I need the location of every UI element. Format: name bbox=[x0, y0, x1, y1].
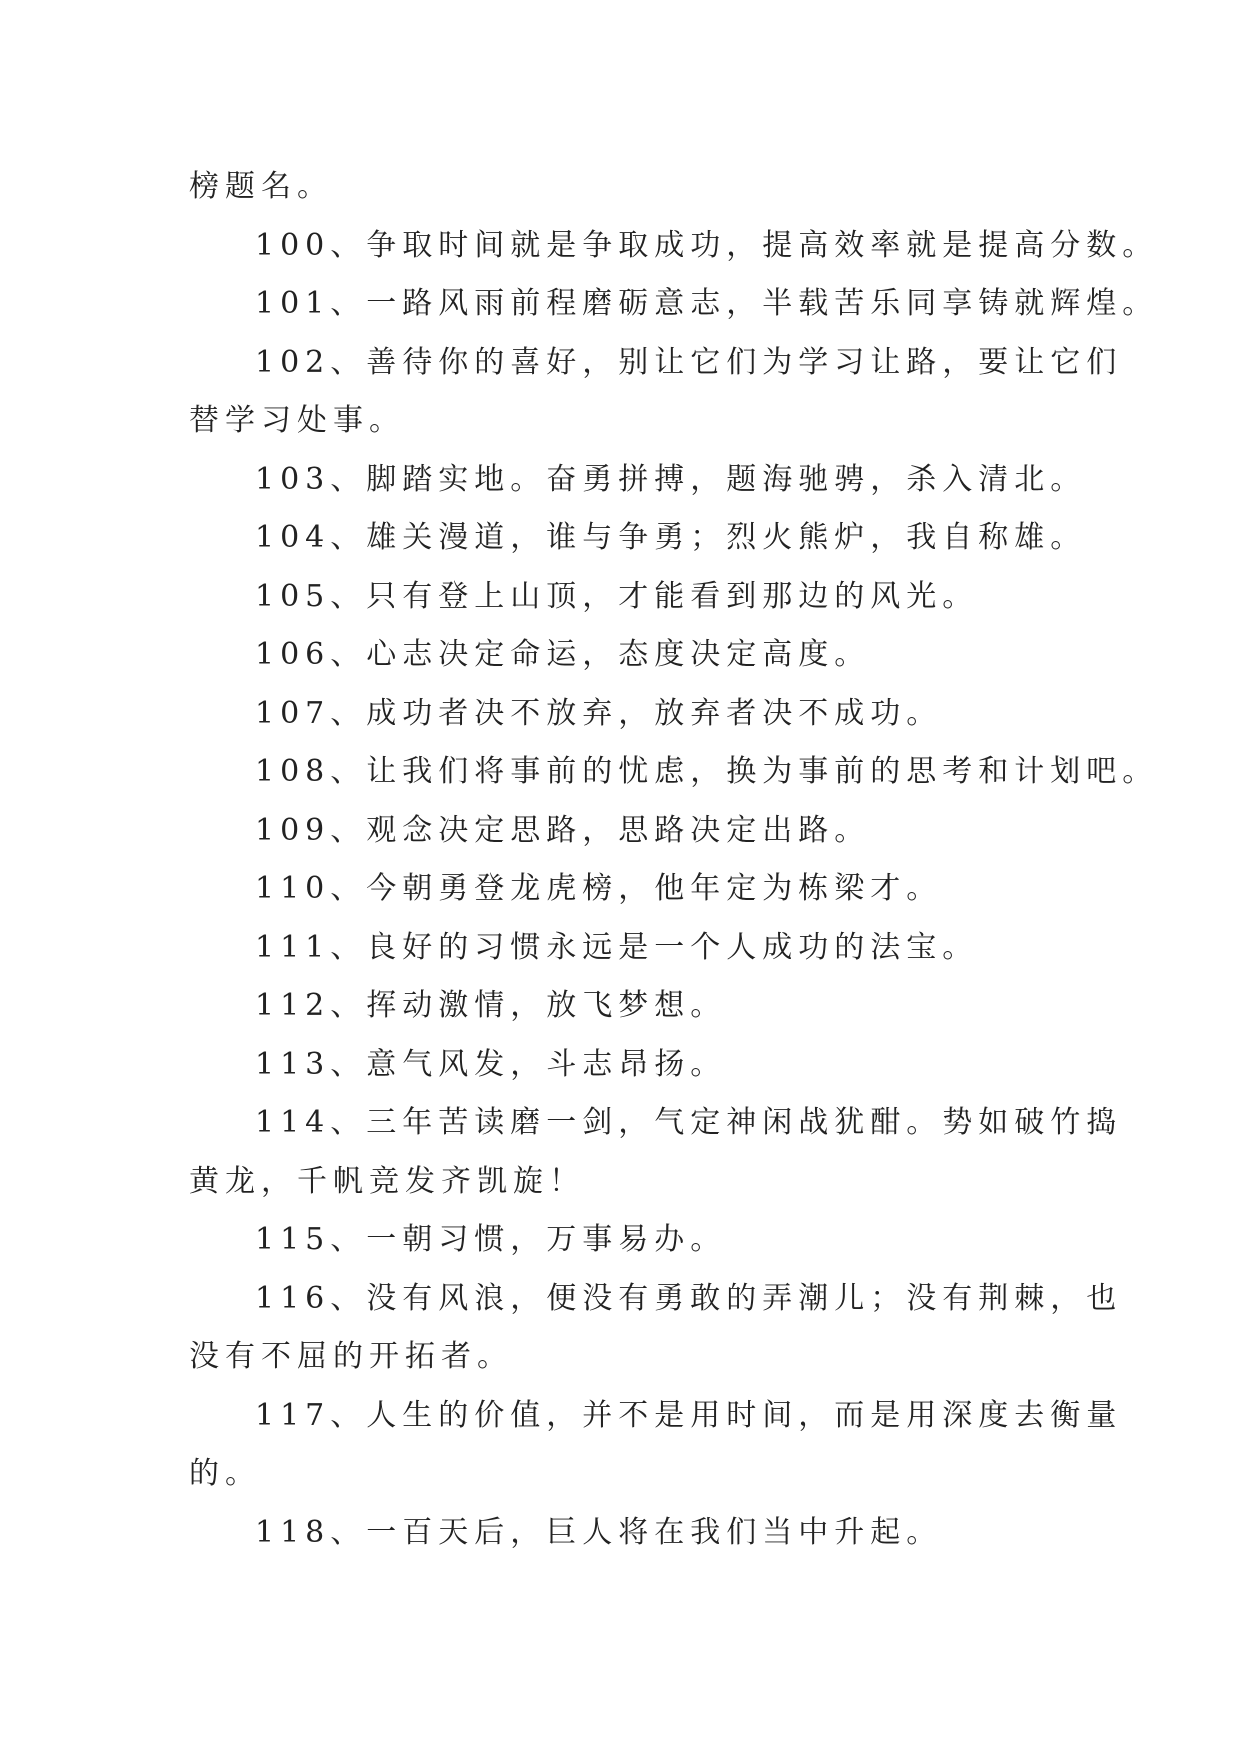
text-line: 118、一百天后，巨人将在我们当中升起。 bbox=[255, 1514, 943, 1550]
text-line: 114、三年苦读磨一剑，气定神闲战犹酣。势如破竹捣 bbox=[255, 1105, 1123, 1140]
text-line: 111、良好的习惯永远是一个人成功的法宝。 bbox=[255, 929, 979, 965]
text-line: 101、一路风雨前程磨砺意志，半载苦乐同享铸就辉煌。 bbox=[255, 286, 1159, 321]
text-line: 108、让我们将事前的忧虑，换为事前的思考和计划吧。 bbox=[255, 754, 1159, 789]
text-line: 117、人生的价值，并不是用时间，而是用深度去衡量 bbox=[255, 1397, 1123, 1433]
text-line: 109、观念决定思路，思路决定出路。 bbox=[255, 812, 871, 848]
text-line: 105、只有登上山顶，才能看到那边的风光。 bbox=[255, 578, 979, 614]
text-line: 112、挥动激情，放飞梦想。 bbox=[255, 988, 727, 1023]
text-line: 100、争取时间就是争取成功，提高效率就是提高分数。 bbox=[255, 227, 1159, 263]
text-line: 103、脚踏实地。奋勇拼搏，题海驰骋，杀入清北。 bbox=[255, 461, 1087, 497]
text-line: 榜题名。 bbox=[189, 169, 333, 204]
text-line: 113、意气风发，斗志昂扬。 bbox=[255, 1046, 727, 1082]
text-line: 104、雄关漫道，谁与争勇；烈火熊炉，我自称雄。 bbox=[255, 520, 1087, 555]
text-line: 102、善待你的喜好，别让它们为学习让路，要让它们 bbox=[255, 344, 1123, 380]
text-line: 106、心志决定命运，态度决定高度。 bbox=[255, 637, 871, 672]
text-line: 黄龙，千帆竞发齐凯旋！ bbox=[189, 1163, 585, 1199]
text-line: 替学习处事。 bbox=[189, 403, 405, 438]
document-body bbox=[189, 158, 1159, 1562]
text-line: 110、今朝勇登龙虎榜，他年定为栋梁才。 bbox=[255, 871, 943, 906]
text-line: 的。 bbox=[189, 1456, 261, 1491]
text-line: 没有不屈的开拓者。 bbox=[189, 1339, 513, 1374]
text-line: 116、没有风浪，便没有勇敢的弄潮儿；没有荆棘，也 bbox=[255, 1280, 1123, 1316]
text-line: 107、成功者决不放弃，放弃者决不成功。 bbox=[255, 695, 943, 731]
text-line: 115、一朝习惯，万事易办。 bbox=[255, 1222, 727, 1257]
